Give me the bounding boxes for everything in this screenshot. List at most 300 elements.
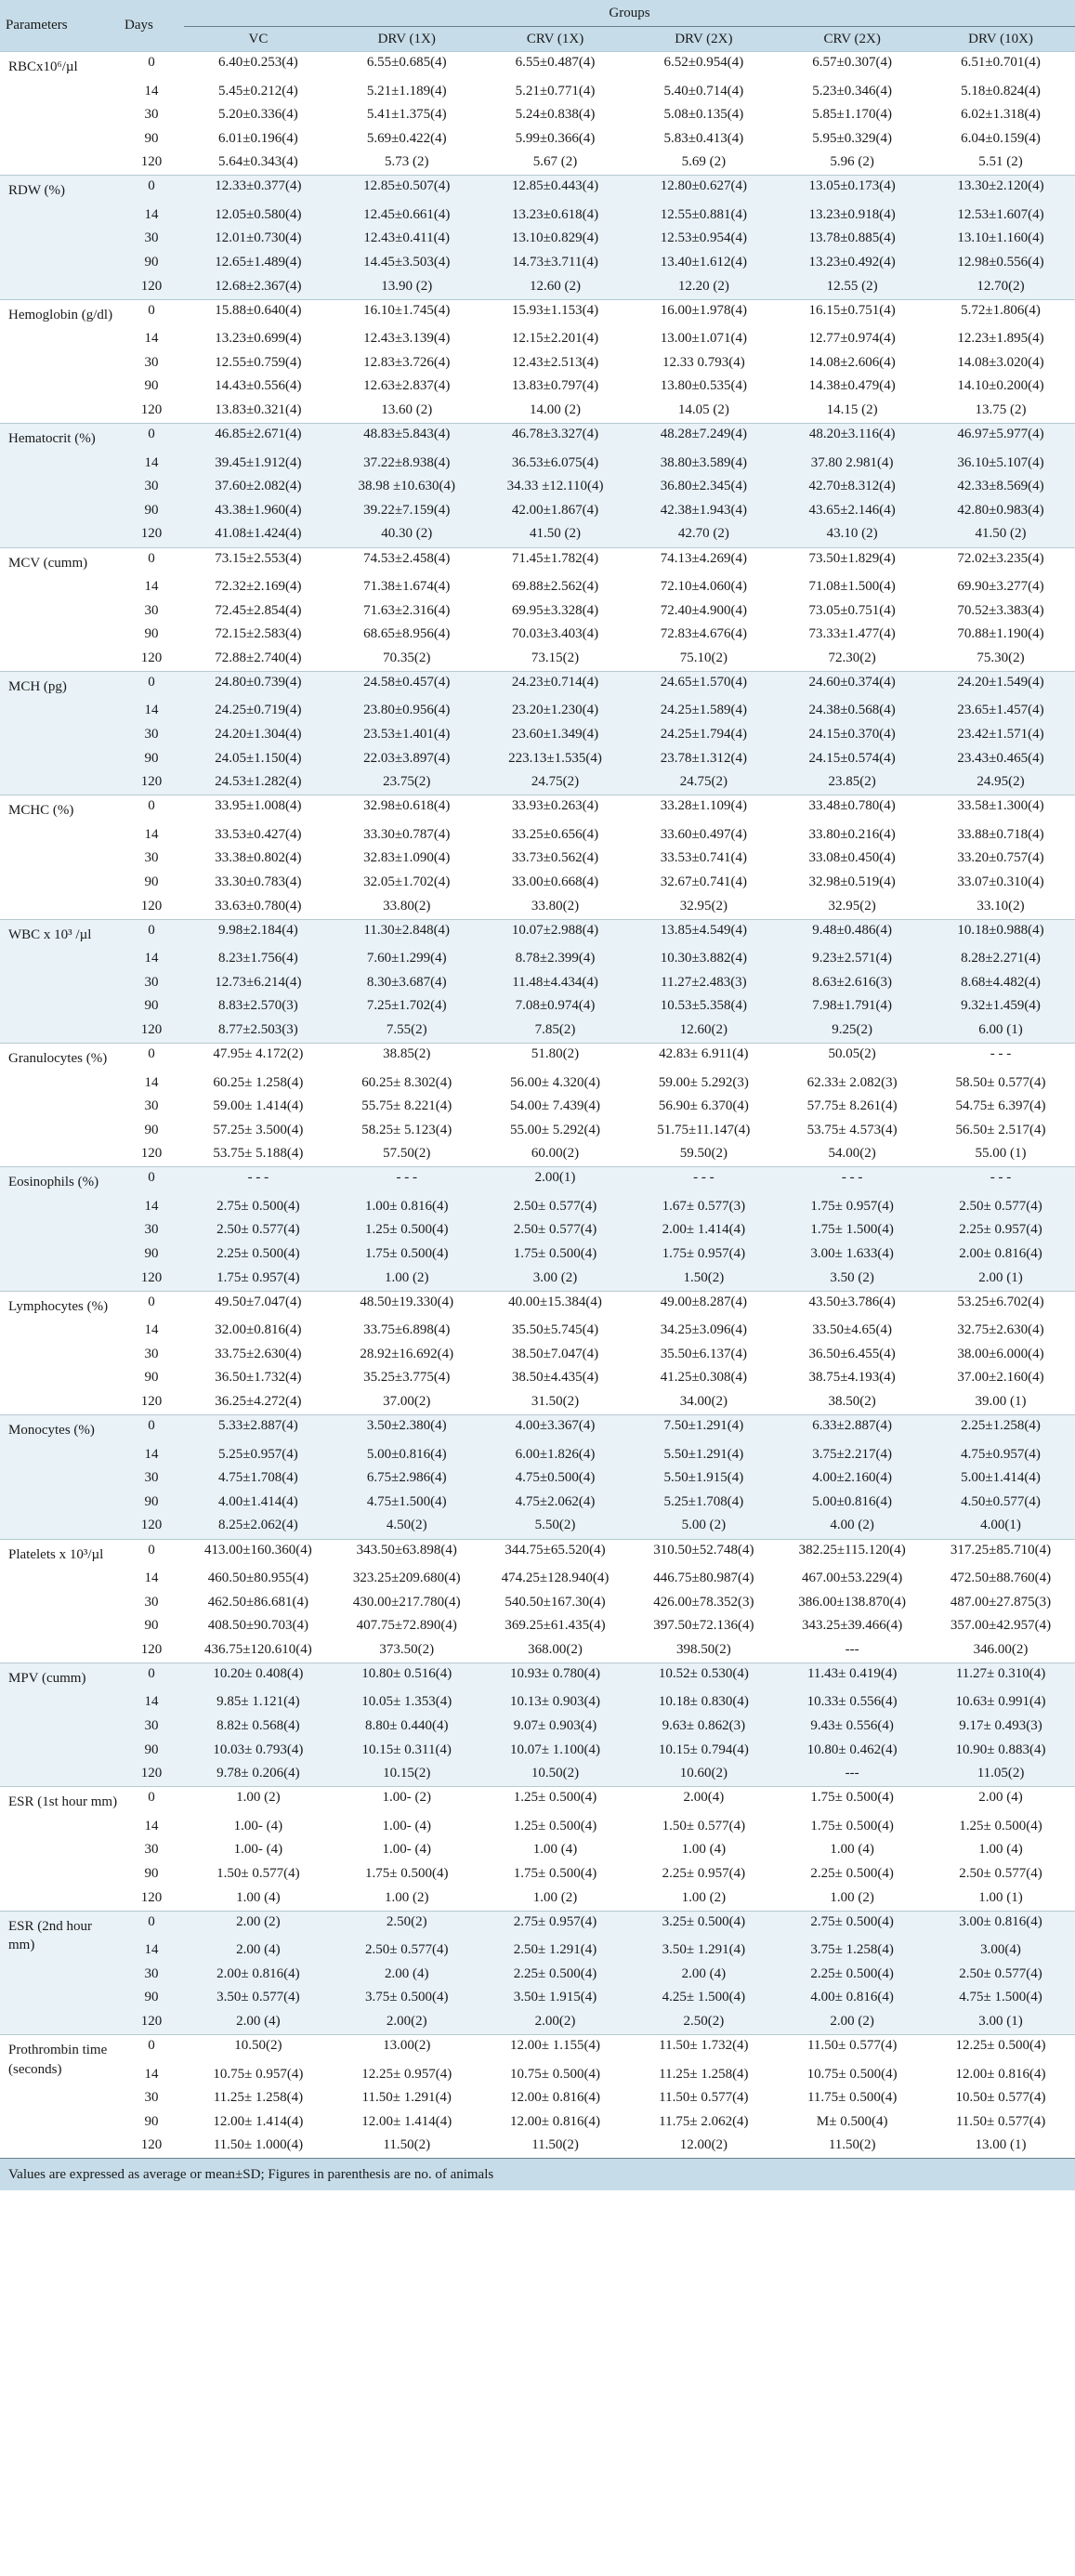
day-cell: 14: [119, 1320, 184, 1344]
header-group-vc: VC: [184, 27, 333, 52]
table-row: [0, 872, 1075, 896]
value-cell: 39.45±1.912(4): [184, 453, 333, 477]
value-cell: 8.23±1.756(4): [184, 948, 333, 972]
value-cell: 23.60±1.349(4): [481, 724, 630, 748]
value-cell: 9.07± 0.903(4): [481, 1715, 630, 1740]
value-cell: 14.05 (2): [629, 400, 778, 424]
day-cell: 120: [119, 2135, 184, 2159]
value-cell: 70.52±3.383(4): [926, 600, 1075, 624]
value-cell: 2.00 (4): [184, 1939, 333, 1964]
table-body: [0, 52, 1075, 2159]
value-cell: 10.07±2.988(4): [481, 919, 630, 948]
table-row: [0, 52, 1075, 81]
value-cell: 33.10(2): [926, 896, 1075, 920]
value-cell: 343.50±63.898(4): [333, 1539, 481, 1568]
value-cell: 11.27±2.483(3): [629, 972, 778, 996]
value-cell: 1.00 (2): [481, 1887, 630, 1912]
value-cell: 8.25±2.062(4): [184, 1515, 333, 1539]
value-cell: 4.75±1.500(4): [333, 1492, 481, 1516]
value-cell: 2.00± 1.414(4): [629, 1219, 778, 1243]
day-cell: 14: [119, 1691, 184, 1715]
value-cell: 310.50±52.748(4): [629, 1539, 778, 1568]
table-row: [0, 453, 1075, 477]
value-cell: 3.25± 0.500(4): [629, 1911, 778, 1939]
value-cell: 2.50± 0.577(4): [926, 1863, 1075, 1887]
value-cell: 13.80±0.535(4): [629, 375, 778, 400]
value-cell: 33.00±0.668(4): [481, 872, 630, 896]
value-cell: 32.83±1.090(4): [333, 848, 481, 872]
value-cell: 33.60±0.497(4): [629, 824, 778, 848]
day-cell: 120: [119, 1268, 184, 1292]
value-cell: 1.50± 0.577(4): [629, 1816, 778, 1840]
value-cell: 472.50±88.760(4): [926, 1568, 1075, 1592]
value-cell: 38.50±4.435(4): [481, 1367, 630, 1391]
value-cell: 12.00± 0.816(4): [481, 2087, 630, 2111]
value-cell: 6.75±2.986(4): [333, 1467, 481, 1492]
value-cell: 2.00 (2): [778, 2011, 926, 2035]
table-row: [0, 328, 1075, 352]
value-cell: 4.00±2.160(4): [778, 1467, 926, 1492]
value-cell: 5.73 (2): [333, 151, 481, 176]
value-cell: 474.25±128.940(4): [481, 1568, 630, 1592]
day-cell: 30: [119, 104, 184, 128]
value-cell: 5.21±1.189(4): [333, 81, 481, 105]
table-row: [0, 1987, 1075, 2011]
table-row: [0, 2035, 1075, 2064]
value-cell: 72.32±2.169(4): [184, 576, 333, 600]
day-cell: 120: [119, 1887, 184, 1912]
value-cell: 1.25± 0.500(4): [333, 1219, 481, 1243]
header-group-drv-10x: DRV (10X): [926, 27, 1075, 52]
value-cell: 408.50±90.703(4): [184, 1615, 333, 1639]
value-cell: 5.40±0.714(4): [629, 81, 778, 105]
day-cell: 14: [119, 700, 184, 724]
value-cell: 2.75± 0.957(4): [481, 1911, 630, 1939]
value-cell: 7.08±0.974(4): [481, 995, 630, 1019]
value-cell: 57.50(2): [333, 1143, 481, 1167]
value-cell: 8.30±3.687(4): [333, 972, 481, 996]
value-cell: 23.80±0.956(4): [333, 700, 481, 724]
day-cell: 120: [119, 1763, 184, 1787]
value-cell: 13.30±2.120(4): [926, 176, 1075, 204]
day-cell: 0: [119, 424, 184, 453]
value-cell: 41.50 (2): [481, 523, 630, 547]
value-cell: 6.51±0.701(4): [926, 52, 1075, 81]
value-cell: 3.50± 1.291(4): [629, 1939, 778, 1964]
day-cell: 120: [119, 1515, 184, 1539]
value-cell: 5.96 (2): [778, 151, 926, 176]
value-cell: 24.23±0.714(4): [481, 671, 630, 700]
value-cell: 4.75±2.062(4): [481, 1492, 630, 1516]
day-cell: 0: [119, 1787, 184, 1816]
value-cell: 13.23±0.618(4): [481, 204, 630, 229]
value-cell: 57.25± 3.500(4): [184, 1120, 333, 1144]
value-cell: - - -: [778, 1167, 926, 1196]
value-cell: 24.25±0.719(4): [184, 700, 333, 724]
value-cell: 1.00 (2): [629, 1887, 778, 1912]
value-cell: 48.83±5.843(4): [333, 424, 481, 453]
value-cell: 1.75± 0.500(4): [778, 1816, 926, 1840]
value-cell: ---: [778, 1639, 926, 1663]
value-cell: 5.21±0.771(4): [481, 81, 630, 105]
value-cell: 32.95(2): [778, 896, 926, 920]
table-row: [0, 128, 1075, 152]
day-cell: 120: [119, 400, 184, 424]
day-cell: 0: [119, 1044, 184, 1072]
table-row: [0, 1344, 1075, 1368]
value-cell: 223.13±1.535(4): [481, 748, 630, 772]
table-row: [0, 1143, 1075, 1167]
day-cell: 0: [119, 795, 184, 824]
value-cell: 13.90 (2): [333, 276, 481, 300]
value-cell: 55.00± 5.292(4): [481, 1120, 630, 1144]
parameter-name: RBCx10⁶/µl: [0, 52, 119, 176]
value-cell: 33.53±0.741(4): [629, 848, 778, 872]
header-days: Days: [119, 0, 184, 52]
value-cell: 32.67±0.741(4): [629, 872, 778, 896]
day-cell: 90: [119, 252, 184, 276]
day-cell: 90: [119, 1863, 184, 1887]
value-cell: 13.23±0.492(4): [778, 252, 926, 276]
value-cell: 73.15±2.553(4): [184, 547, 333, 576]
value-cell: 2.75± 0.500(4): [778, 1911, 926, 1939]
value-cell: 13.85±4.549(4): [629, 919, 778, 948]
table-row: [0, 848, 1075, 872]
table-row: [0, 2111, 1075, 2136]
value-cell: 73.05±0.751(4): [778, 600, 926, 624]
value-cell: 1.75± 0.500(4): [778, 1787, 926, 1816]
value-cell: 13.23±0.699(4): [184, 328, 333, 352]
table-row: [0, 1120, 1075, 1144]
value-cell: 3.00 (1): [926, 2011, 1075, 2035]
value-cell: 71.38±1.674(4): [333, 576, 481, 600]
value-cell: 1.75± 0.957(4): [778, 1196, 926, 1220]
value-cell: 43.65±2.146(4): [778, 500, 926, 524]
value-cell: 10.33± 0.556(4): [778, 1691, 926, 1715]
table-row: [0, 600, 1075, 624]
table-row: [0, 1019, 1075, 1044]
value-cell: 13.10±0.829(4): [481, 228, 630, 252]
value-cell: 10.03± 0.793(4): [184, 1740, 333, 1764]
value-cell: 5.20±0.336(4): [184, 104, 333, 128]
value-cell: 35.50±5.745(4): [481, 1320, 630, 1344]
value-cell: 13.00(2): [333, 2035, 481, 2064]
value-cell: 24.80±0.739(4): [184, 671, 333, 700]
table-row: [0, 671, 1075, 700]
table-row: [0, 1763, 1075, 1787]
value-cell: 56.00± 4.320(4): [481, 1072, 630, 1097]
value-cell: 14.73±3.711(4): [481, 252, 630, 276]
value-cell: 3.00± 1.633(4): [778, 1243, 926, 1268]
value-cell: 12.55±0.881(4): [629, 204, 778, 229]
value-cell: 33.08±0.450(4): [778, 848, 926, 872]
table-row: [0, 771, 1075, 795]
value-cell: 11.48±4.434(4): [481, 972, 630, 996]
table-header: [0, 0, 1075, 52]
value-cell: 72.02±3.235(4): [926, 547, 1075, 576]
value-cell: 5.95±0.329(4): [778, 128, 926, 152]
value-cell: 10.50(2): [481, 1763, 630, 1787]
value-cell: 2.00± 0.816(4): [926, 1243, 1075, 1268]
value-cell: 24.60±0.374(4): [778, 671, 926, 700]
value-cell: 446.75±80.987(4): [629, 1568, 778, 1592]
table-footnote: Values are expressed as average or mean±SD; Figures in parenthesis are no. of animals: [0, 2159, 1075, 2191]
value-cell: - - -: [926, 1044, 1075, 1072]
value-cell: - - -: [629, 1167, 778, 1196]
value-cell: 11.25± 1.258(4): [629, 2064, 778, 2088]
table-row: [0, 375, 1075, 400]
value-cell: 3.75±2.217(4): [778, 1444, 926, 1468]
value-cell: 33.20±0.757(4): [926, 848, 1075, 872]
value-cell: 72.88±2.740(4): [184, 648, 333, 672]
value-cell: 369.25±61.435(4): [481, 1615, 630, 1639]
value-cell: 10.80± 0.516(4): [333, 1663, 481, 1691]
table-row: [0, 1367, 1075, 1391]
value-cell: 13.78±0.885(4): [778, 228, 926, 252]
day-cell: 90: [119, 1367, 184, 1391]
day-cell: 30: [119, 1592, 184, 1616]
value-cell: 11.25± 1.258(4): [184, 2087, 333, 2111]
value-cell: 54.00(2): [778, 1143, 926, 1167]
value-cell: 46.78±3.327(4): [481, 424, 630, 453]
value-cell: 1.25± 0.500(4): [481, 1816, 630, 1840]
value-cell: 70.35(2): [333, 648, 481, 672]
day-cell: 0: [119, 1539, 184, 1568]
value-cell: 10.80± 0.462(4): [778, 1740, 926, 1764]
value-cell: 42.38±1.943(4): [629, 500, 778, 524]
value-cell: 11.50(2): [333, 2135, 481, 2159]
day-cell: 30: [119, 476, 184, 500]
value-cell: 2.25± 0.500(4): [184, 1243, 333, 1268]
table-row: [0, 2011, 1075, 2035]
value-cell: 4.75±0.500(4): [481, 1467, 630, 1492]
day-cell: 30: [119, 1715, 184, 1740]
value-cell: 60.25± 8.302(4): [333, 1072, 481, 1097]
day-cell: 0: [119, 299, 184, 328]
table-row: [0, 104, 1075, 128]
table-row: [0, 1515, 1075, 1539]
parameter-name: Platelets x 10³/µl: [0, 1539, 119, 1663]
value-cell: 72.40±4.900(4): [629, 600, 778, 624]
day-cell: 14: [119, 1196, 184, 1220]
day-cell: 14: [119, 1939, 184, 1964]
value-cell: 72.83±4.676(4): [629, 624, 778, 648]
day-cell: 90: [119, 872, 184, 896]
value-cell: 540.50±167.30(4): [481, 1592, 630, 1616]
value-cell: 33.80±0.216(4): [778, 824, 926, 848]
table-row: [0, 700, 1075, 724]
value-cell: 1.00- (2): [333, 1787, 481, 1816]
value-cell: 37.22±8.938(4): [333, 453, 481, 477]
value-cell: 74.13±4.269(4): [629, 547, 778, 576]
value-cell: 12.60(2): [629, 1019, 778, 1044]
table-row: [0, 523, 1075, 547]
day-cell: 30: [119, 352, 184, 376]
value-cell: 1.00 (2): [778, 1887, 926, 1912]
value-cell: 413.00±160.360(4): [184, 1539, 333, 1568]
value-cell: 5.45±0.212(4): [184, 81, 333, 105]
value-cell: 75.10(2): [629, 648, 778, 672]
value-cell: 38.50±7.047(4): [481, 1344, 630, 1368]
day-cell: 0: [119, 176, 184, 204]
value-cell: 11.30±2.848(4): [333, 919, 481, 948]
value-cell: 32.95(2): [629, 896, 778, 920]
value-cell: 72.10±4.060(4): [629, 576, 778, 600]
value-cell: 3.00 (2): [481, 1268, 630, 1292]
value-cell: 4.75±1.708(4): [184, 1467, 333, 1492]
value-cell: 10.30±3.882(4): [629, 948, 778, 972]
value-cell: 12.65±1.489(4): [184, 252, 333, 276]
value-cell: 12.25± 0.957(4): [333, 2064, 481, 2088]
value-cell: 55.00 (1): [926, 1143, 1075, 1167]
value-cell: 24.65±1.570(4): [629, 671, 778, 700]
value-cell: 6.55±0.685(4): [333, 52, 481, 81]
value-cell: 7.50±1.291(4): [629, 1415, 778, 1444]
value-cell: 5.25±0.957(4): [184, 1444, 333, 1468]
value-cell: 2.50(2): [333, 1911, 481, 1939]
day-cell: 120: [119, 1639, 184, 1663]
day-cell: 30: [119, 1839, 184, 1863]
table-row: [0, 1964, 1075, 1988]
parameter-name: WBC x 10³ /µl: [0, 919, 119, 1043]
value-cell: 13.05±0.173(4): [778, 176, 926, 204]
value-cell: 69.95±3.328(4): [481, 600, 630, 624]
value-cell: 2.50± 0.577(4): [333, 1939, 481, 1964]
value-cell: - - -: [184, 1167, 333, 1196]
parameter-name: MCH (pg): [0, 671, 119, 795]
day-cell: 30: [119, 848, 184, 872]
value-cell: 43.38±1.960(4): [184, 500, 333, 524]
value-cell: 462.50±86.681(4): [184, 1592, 333, 1616]
value-cell: 317.25±85.710(4): [926, 1539, 1075, 1568]
value-cell: 12.25± 0.500(4): [926, 2035, 1075, 2064]
value-cell: 9.98±2.184(4): [184, 919, 333, 948]
value-cell: 33.25±0.656(4): [481, 824, 630, 848]
header-group-crv-2x: CRV (2X): [778, 27, 926, 52]
table-row: [0, 576, 1075, 600]
day-cell: 0: [119, 1663, 184, 1691]
value-cell: 41.25±0.308(4): [629, 1367, 778, 1391]
value-cell: 12.00± 1.414(4): [333, 2111, 481, 2136]
day-cell: 14: [119, 824, 184, 848]
value-cell: 46.97±5.977(4): [926, 424, 1075, 453]
value-cell: 5.50±1.915(4): [629, 1467, 778, 1492]
table-row: [0, 1320, 1075, 1344]
value-cell: 1.00- (4): [333, 1839, 481, 1863]
value-cell: 5.64±0.343(4): [184, 151, 333, 176]
value-cell: 53.75± 5.188(4): [184, 1143, 333, 1167]
value-cell: 13.00 (1): [926, 2135, 1075, 2159]
value-cell: 7.55(2): [333, 1019, 481, 1044]
value-cell: 36.80±2.345(4): [629, 476, 778, 500]
value-cell: 36.25±4.272(4): [184, 1391, 333, 1415]
value-cell: 47.95± 4.172(2): [184, 1044, 333, 1072]
value-cell: 12.43±3.139(4): [333, 328, 481, 352]
value-cell: 9.43± 0.556(4): [778, 1715, 926, 1740]
value-cell: 24.38±0.568(4): [778, 700, 926, 724]
table-row: [0, 400, 1075, 424]
value-cell: 1.50(2): [629, 1268, 778, 1292]
value-cell: 38.80±3.589(4): [629, 453, 778, 477]
value-cell: 46.85±2.671(4): [184, 424, 333, 453]
value-cell: 5.33±2.887(4): [184, 1415, 333, 1444]
value-cell: 8.82± 0.568(4): [184, 1715, 333, 1740]
value-cell: 2.25± 0.500(4): [481, 1964, 630, 1988]
day-cell: 90: [119, 2111, 184, 2136]
value-cell: 24.75(2): [629, 771, 778, 795]
value-cell: 23.75(2): [333, 771, 481, 795]
value-cell: 33.07±0.310(4): [926, 872, 1075, 896]
value-cell: 7.60±1.299(4): [333, 948, 481, 972]
value-cell: 49.00±8.287(4): [629, 1291, 778, 1320]
value-cell: 9.85± 1.121(4): [184, 1691, 333, 1715]
value-cell: 16.10±1.745(4): [333, 299, 481, 328]
value-cell: 1.75± 1.500(4): [778, 1219, 926, 1243]
value-cell: 2.50± 0.577(4): [481, 1219, 630, 1243]
value-cell: 8.78±2.399(4): [481, 948, 630, 972]
value-cell: 2.50± 0.577(4): [926, 1196, 1075, 1220]
value-cell: 34.25±3.096(4): [629, 1320, 778, 1344]
value-cell: 38.85(2): [333, 1044, 481, 1072]
day-cell: 90: [119, 1740, 184, 1764]
day-cell: 30: [119, 972, 184, 996]
table-row: [0, 176, 1075, 204]
table-row: [0, 1911, 1075, 1939]
value-cell: 38.98 ±10.630(4): [333, 476, 481, 500]
value-cell: 42.33±8.569(4): [926, 476, 1075, 500]
day-cell: 14: [119, 1816, 184, 1840]
value-cell: 70.88±1.190(4): [926, 624, 1075, 648]
value-cell: 33.75±6.898(4): [333, 1320, 481, 1344]
value-cell: 41.08±1.424(4): [184, 523, 333, 547]
value-cell: 11.75± 0.500(4): [778, 2087, 926, 2111]
value-cell: 37.00(2): [333, 1391, 481, 1415]
value-cell: 1.00± 0.816(4): [333, 1196, 481, 1220]
value-cell: 23.43±0.465(4): [926, 748, 1075, 772]
table-row: [0, 1787, 1075, 1816]
value-cell: 6.57±0.307(4): [778, 52, 926, 81]
value-cell: 41.50 (2): [926, 523, 1075, 547]
table-row: [0, 500, 1075, 524]
table-row: [0, 1615, 1075, 1639]
value-cell: 2.00(4): [629, 1787, 778, 1816]
value-cell: 14.10±0.200(4): [926, 375, 1075, 400]
value-cell: 56.90± 6.370(4): [629, 1096, 778, 1120]
value-cell: 16.00±1.978(4): [629, 299, 778, 328]
day-cell: 90: [119, 624, 184, 648]
value-cell: 33.80(2): [481, 896, 630, 920]
header-groups: Groups: [184, 0, 1075, 27]
value-cell: 13.60 (2): [333, 400, 481, 424]
value-cell: 73.50±1.829(4): [778, 547, 926, 576]
value-cell: 58.50± 0.577(4): [926, 1072, 1075, 1097]
value-cell: 1.67± 0.577(3): [629, 1196, 778, 1220]
value-cell: 71.45±1.782(4): [481, 547, 630, 576]
value-cell: 31.50(2): [481, 1391, 630, 1415]
value-cell: 53.75± 4.573(4): [778, 1120, 926, 1144]
parameter-name: Granulocytes (%): [0, 1044, 119, 1167]
value-cell: 12.00± 1.155(4): [481, 2035, 630, 2064]
value-cell: 13.23±0.918(4): [778, 204, 926, 229]
value-cell: 3.75± 0.500(4): [333, 1987, 481, 2011]
value-cell: 6.40±0.253(4): [184, 52, 333, 81]
day-cell: 90: [119, 1987, 184, 2011]
value-cell: 8.83±2.570(3): [184, 995, 333, 1019]
table-row: [0, 1863, 1075, 1887]
day-cell: 30: [119, 1219, 184, 1243]
value-cell: 12.85±0.507(4): [333, 176, 481, 204]
table-row: [0, 299, 1075, 328]
